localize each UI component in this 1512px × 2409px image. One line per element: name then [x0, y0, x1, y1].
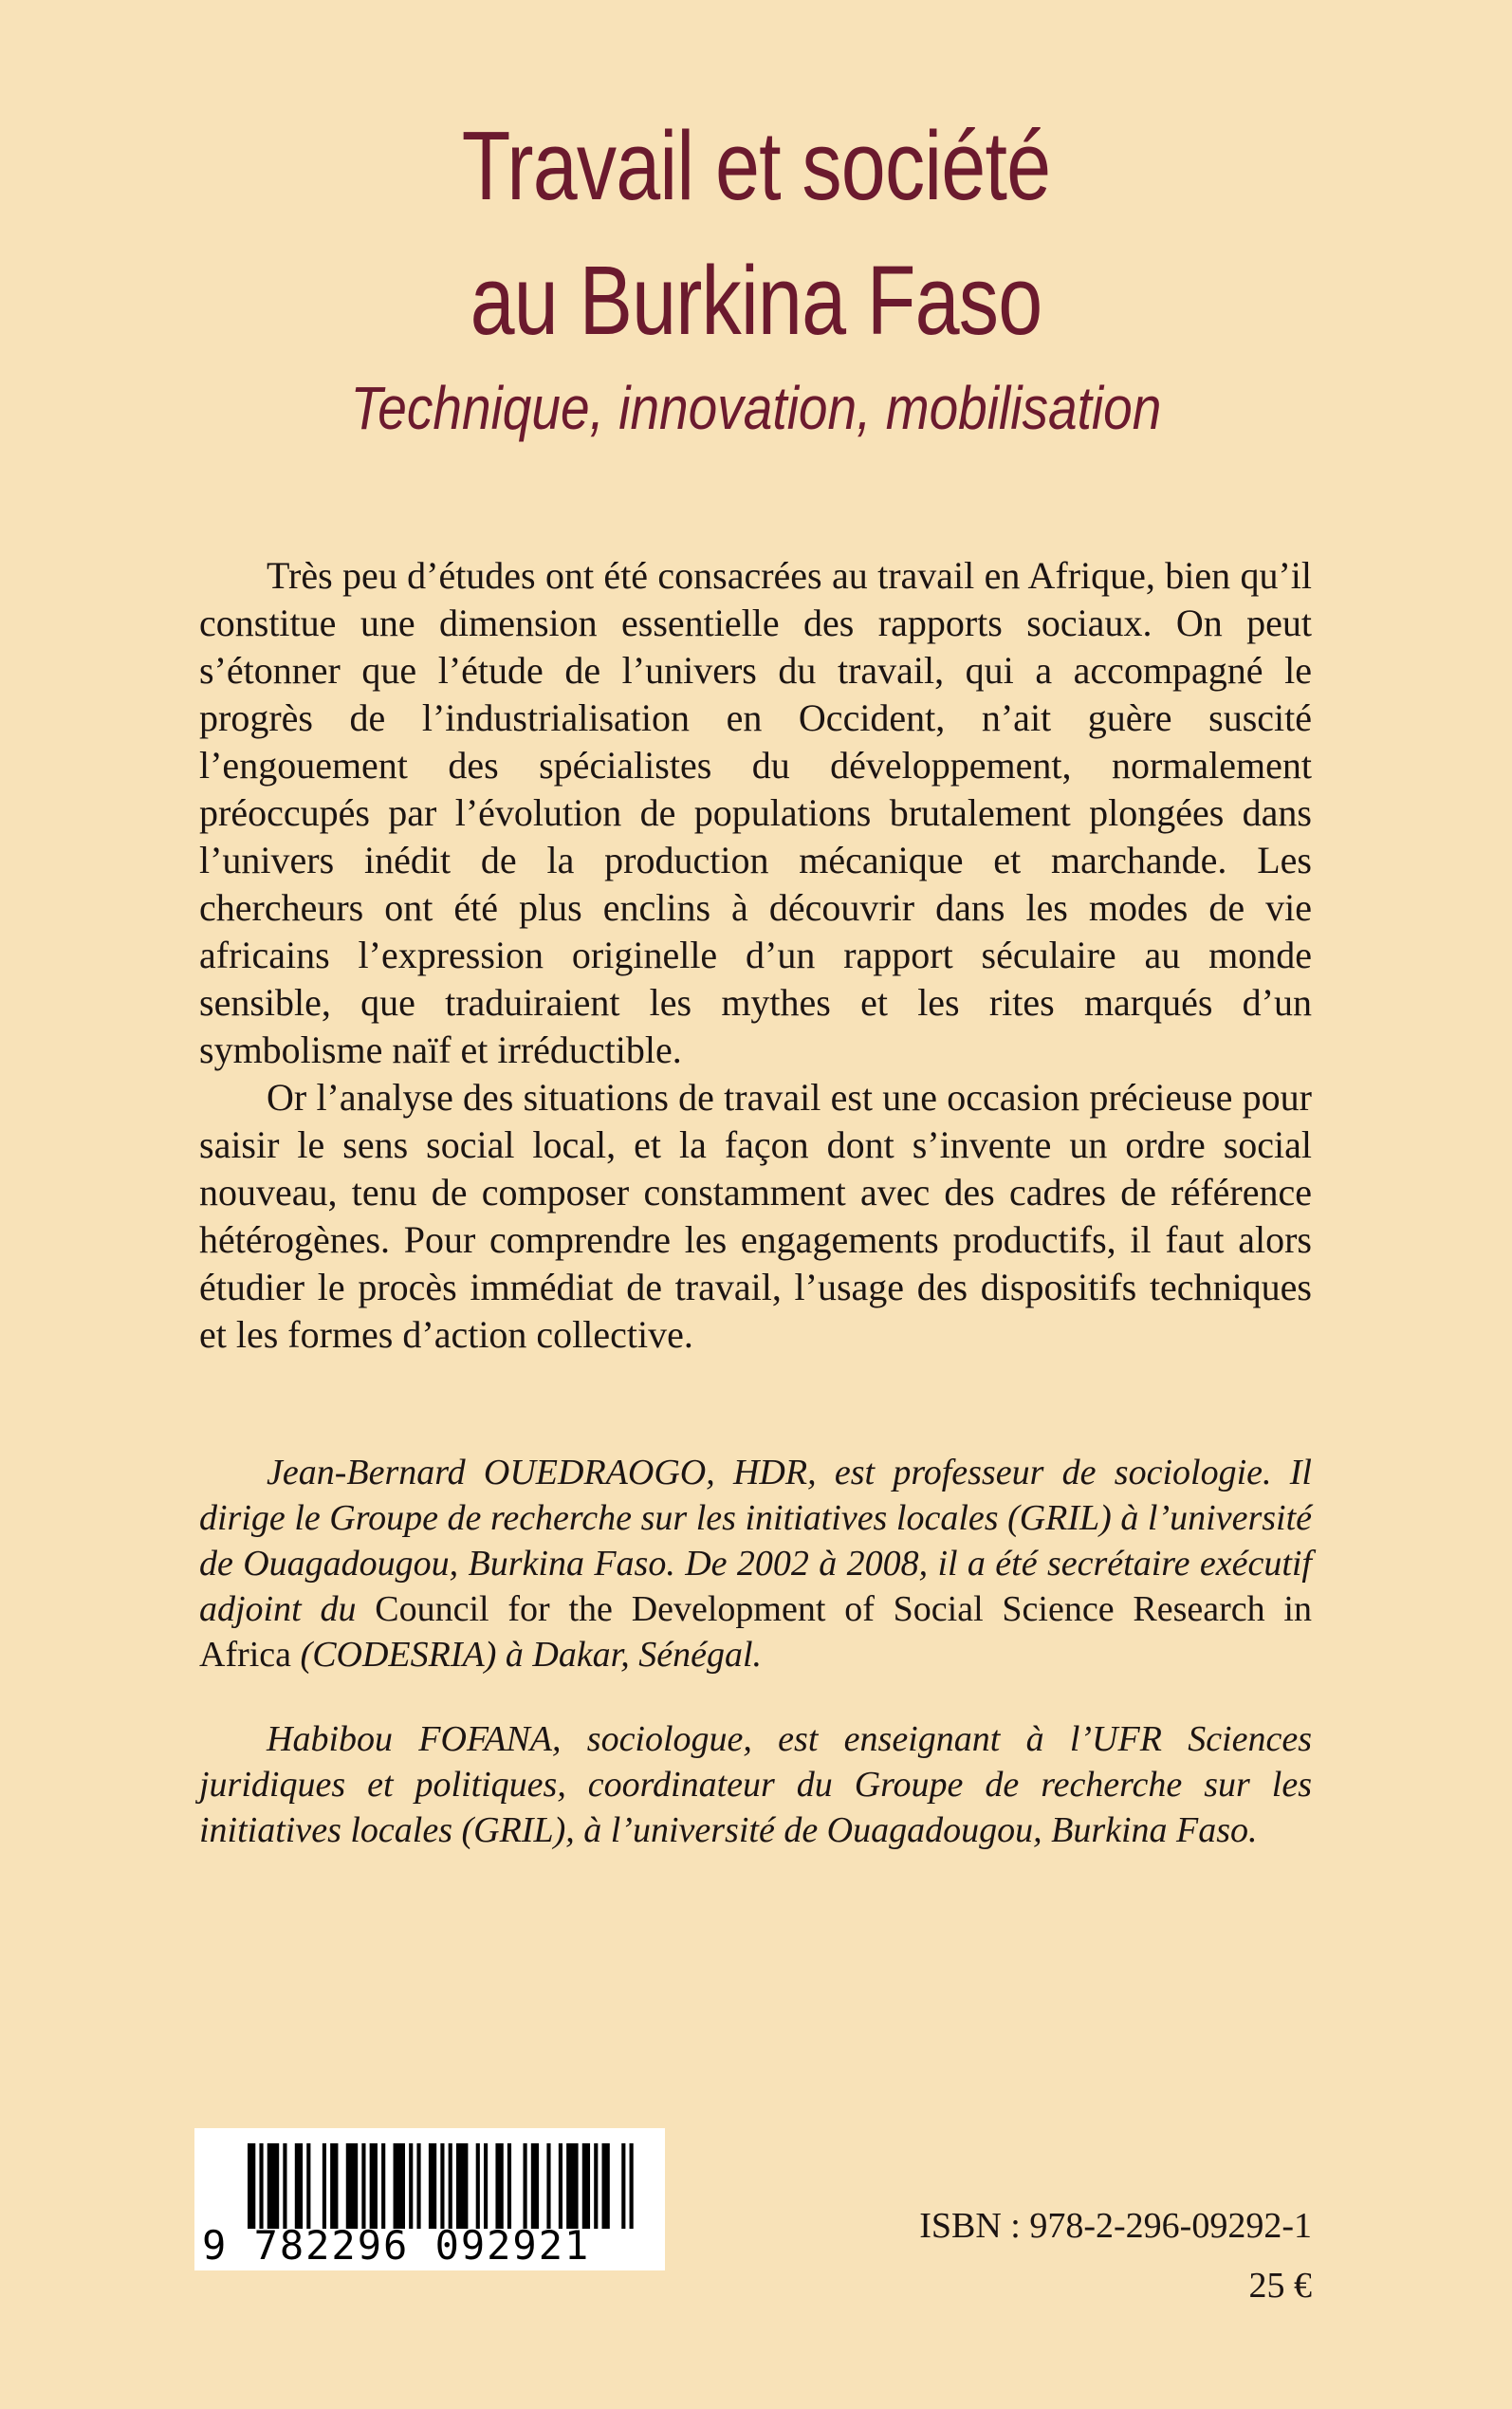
- blurb: [199, 552, 1312, 1359]
- barcode-bar: [602, 2143, 610, 2229]
- author-bio-2-text: [199, 1716, 1312, 1853]
- barcode-bar: [295, 2143, 303, 2229]
- barcode-bar: [370, 2143, 378, 2229]
- author-bio-2: [199, 1716, 1312, 1853]
- author-bio-1-text: [199, 1450, 1312, 1677]
- barcode-bars: [248, 2143, 641, 2229]
- barcode-bar: [495, 2143, 503, 2229]
- blurb-paragraph-2: Or l’analyse des situations de travail est une occasion précieuse pour saisir le sens social local, et la façon dont s’invente un ordre social nouveau, tenu de composer constamment avec des cadres de référence hétérogènes. Pour comprendre les engagements productifs, il faut alors étudier le procès immédiat de travail, l’usage des dispositifs techniques et les formes d’action collective.: [199, 1076, 1312, 1356]
- barcode-digits: 9 782296 092921: [202, 2222, 591, 2269]
- barcode-bar: [346, 2143, 358, 2229]
- barcode-bar: [409, 2143, 413, 2229]
- barcode-bar: [476, 2143, 480, 2229]
- barcode-bar: [259, 2143, 263, 2229]
- book-title-line-1: Travail et société: [461, 111, 1051, 220]
- barcode-bar: [306, 2143, 310, 2229]
- barcode-bar: [381, 2143, 385, 2229]
- barcode-bar: [416, 2143, 420, 2229]
- barcode-bar: [531, 2143, 539, 2229]
- barcode-bar: [429, 2143, 436, 2229]
- price: 25 €: [1248, 2266, 1312, 2306]
- author-bio-1: [199, 1450, 1312, 1677]
- barcode-bar: [456, 2143, 468, 2229]
- barcode-bar: [524, 2143, 527, 2229]
- author-bio-2-italic: Habibou FOFANA, sociologue, est enseignant à l’UFR Sciences juridiques et politiques, coordinateur du Groupe de recherche sur les initiatives locales (GRIL), à l’université de Ouagadougou, Burkina Faso.: [199, 1719, 1312, 1850]
- barcode-bar: [267, 2143, 279, 2229]
- barcode-bar: [621, 2143, 625, 2229]
- blurb-paragraph-1: Très peu d’études ont été consacrées au travail en Afrique, bien qu’il constitue une dimension essentielle des rapports sociaux. On peut s’étonner que l’étude de l’univers du travail, qui a accompagné le progrès de l’industrialisation en Occident, n’ait guère suscité l’engouement des spécialistes du développement, normalement préoccupés par l’évolution de populations brutalement plongées dans l’univers inédit de la production mécanique et marchande. Les chercheurs ont été plus enclins à découvrir dans les modes de vie africains l’expression originelle d’un rapport séculaire au monde sensible, que traduiraient les mythes et les rites marqués d’un symbolisme naïf et irréductible.: [199, 554, 1312, 1071]
- barcode-bar: [283, 2143, 286, 2229]
- book-title-line-2: au Burkina Faso: [470, 246, 1042, 355]
- book-subtitle: Technique, innovation, mobilisation: [350, 374, 1162, 442]
- author-bio-1-organization: Council for the Development of Social Science Research in Africa: [199, 1589, 1312, 1675]
- barcode-bar: [559, 2143, 562, 2229]
- barcode-bar: [361, 2143, 365, 2229]
- barcode-bar: [248, 2143, 255, 2229]
- barcode-bar: [507, 2143, 511, 2229]
- barcode-bar: [630, 2143, 634, 2229]
- author-bio-1-part-3: (CODESRIA) à Dakar, Sénégal.: [300, 1635, 763, 1675]
- barcode-bar: [394, 2143, 405, 2229]
- barcode-bar: [546, 2143, 550, 2229]
- barcode: [194, 2128, 665, 2270]
- barcode-bar: [566, 2143, 578, 2229]
- barcode-bar: [582, 2143, 590, 2229]
- isbn: ISBN : 978-2-296-09292-1: [919, 2206, 1312, 2246]
- author-bio-1-part-1: Jean-Bernard OUEDRAOGO, HDR, est professeur de sociologie. Il dirige le Groupe de recherche sur les initiatives locales (GRIL) à l’université de Ouagadougou, Burkina Faso. De 2002 à 2008, il a été secrétaire exécutif adjoint du: [199, 1453, 1312, 1629]
- barcode-bar: [323, 2143, 326, 2229]
- barcode-bar: [449, 2143, 452, 2229]
- barcode-bar: [594, 2143, 598, 2229]
- barcode-bar: [484, 2143, 488, 2229]
- barcode-bar: [330, 2143, 338, 2229]
- barcode-bar: [440, 2143, 444, 2229]
